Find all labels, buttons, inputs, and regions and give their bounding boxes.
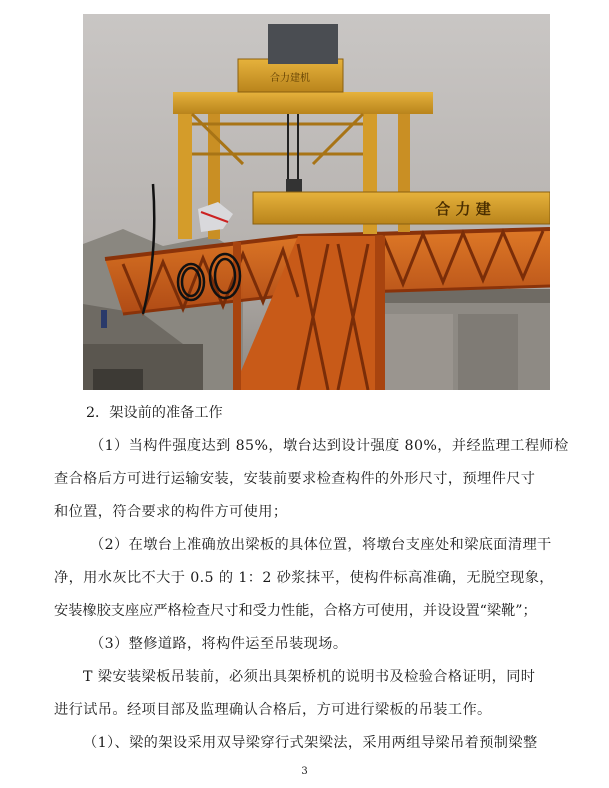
paragraph-line: （1）当构件强度达到 85%，墩台达到设计强度 80%，并经监理工程师检 xyxy=(90,438,569,454)
page-number: 3 xyxy=(301,766,308,777)
paragraph-line: （3）整修道路，将构件运至吊装现场。 xyxy=(90,636,348,652)
paragraph-line: 进行试吊。经项目部及监理确认合格后，方可进行梁板的吊装工作。 xyxy=(54,702,492,718)
gantry-sign: 合力建机 xyxy=(270,73,310,84)
beam-sign: 合 力 建 xyxy=(435,200,491,218)
paragraph-line: （1）、梁的架设采用双导梁穿行式架梁法，采用两组导梁吊着预制梁整 xyxy=(83,735,538,751)
paragraph-line: （2）在墩台上准确放出梁板的具体位置，将墩台支座处和梁底面清理干 xyxy=(90,537,552,553)
worker-figure xyxy=(101,310,107,328)
paragraph-line: 和位置，符合要求的构件方可使用； xyxy=(54,504,288,520)
section-heading: 2．架设前的准备工作 xyxy=(86,405,223,421)
paragraph-line: 安装橡胶支座应严格检查尺寸和受力性能，合格方可使用，并设设置“梁靴”； xyxy=(54,603,537,619)
paragraph-line: 净，用水灰比不大于 0.5 的 1：2 砂浆抹平，使构件标高准确，无脱空现象， xyxy=(54,570,554,586)
bridge-erection-photo xyxy=(83,14,550,390)
paragraph-line: T 梁安装梁板吊装前，必须出具架桥机的说明书及检验合格证明，同时 xyxy=(83,669,536,685)
paragraph-line: 查合格后方可进行运输安装，安装前要求检查构件的外形尺寸，预埋件尺寸 xyxy=(54,471,536,487)
